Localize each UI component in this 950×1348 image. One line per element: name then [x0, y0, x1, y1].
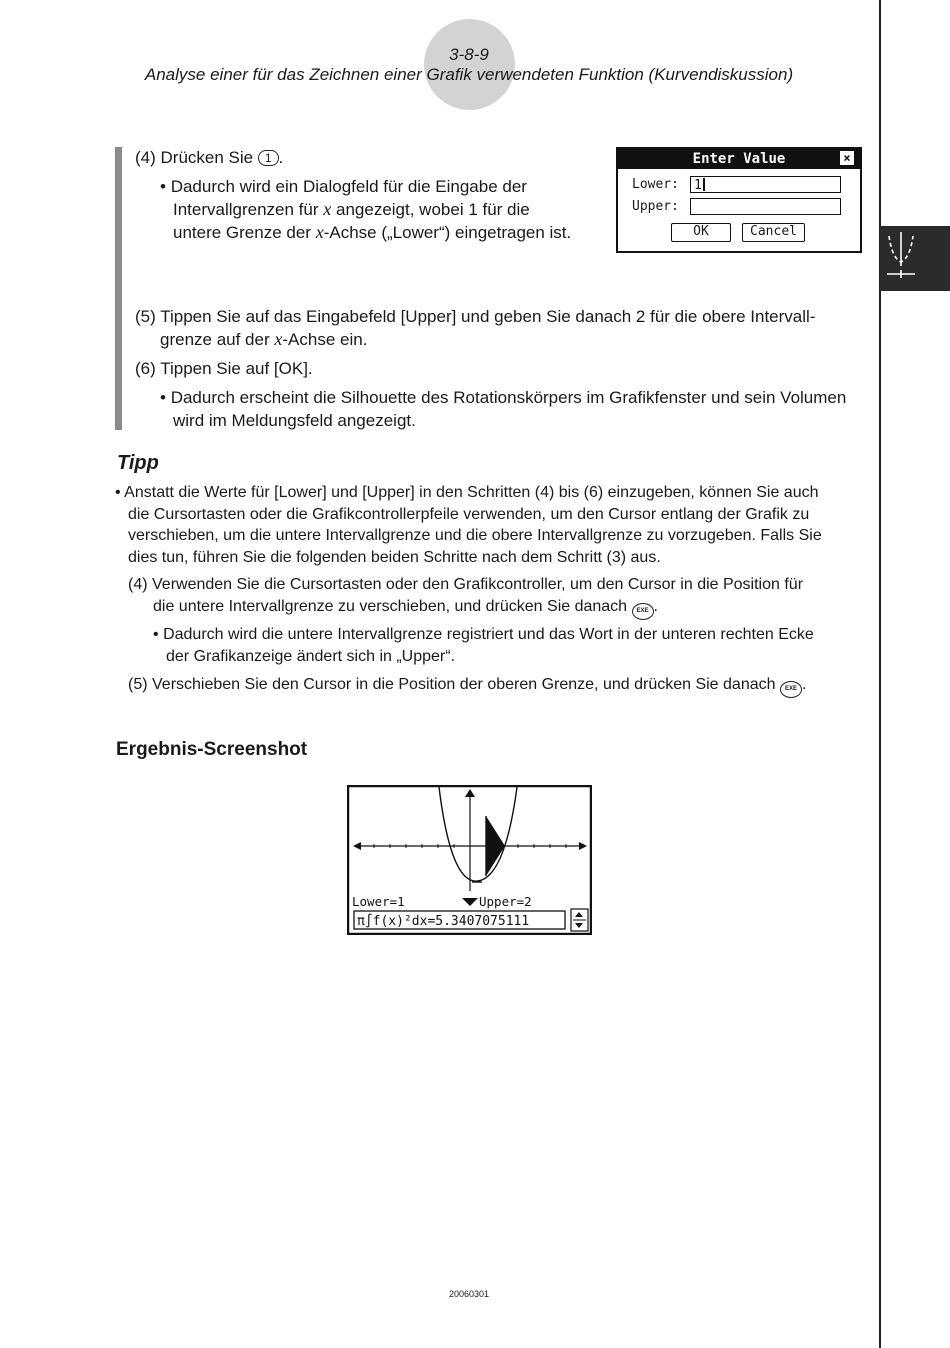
lower-value: 1 [694, 178, 702, 193]
bullet: • [160, 177, 166, 196]
footer-code: 20060301 [448, 1289, 490, 1299]
close-icon[interactable]: × [840, 151, 854, 165]
tip-heading: Tipp [117, 452, 159, 474]
upper-input[interactable] [690, 198, 841, 215]
page-title: Analyse einer für das Zeichnen einer Grafik verwendeten Funktion (Kurvendiskussion) [144, 65, 794, 84]
exe-key-icon: EXE [780, 681, 802, 698]
step-4-bullet-line2 [173, 198, 530, 221]
result-heading: Ergebnis-Screenshot [116, 739, 308, 760]
text-fragment: . [801, 676, 807, 693]
tip-bullet [115, 482, 819, 504]
calculator-graph [347, 785, 592, 935]
step-5 [135, 305, 815, 328]
step-4 [135, 146, 283, 169]
step-6-bullet [160, 386, 846, 409]
text-fragment: angezeigt, wobei 1 für die [336, 200, 530, 219]
key-1-icon: 1 [258, 150, 279, 166]
lower-label: Lower: [632, 177, 679, 192]
margin-rule [879, 0, 881, 1348]
dialog-title-bar [618, 149, 860, 169]
text-fragment: -Achse ein. [282, 330, 368, 349]
tip-step-4-bullet-line1: Dadurch wird die untere Intervallgrenze registriert und das Wort in der unteren rechten Ecke [163, 626, 814, 643]
page-number: 3-8-9 [449, 45, 489, 64]
text-fragment: Intervallgrenzen für [173, 200, 319, 219]
graph-function-icon [880, 226, 950, 291]
text-fragment: untere Grenze der [173, 223, 311, 242]
x-variable: x [315, 222, 324, 242]
bullet: • [153, 626, 159, 643]
step-6-bullet-line2: wird im Meldungsfeld angezeigt. [173, 411, 416, 430]
step-5-label: (5) [135, 307, 156, 326]
x-variable: x [323, 199, 332, 219]
bullet: • [115, 484, 121, 501]
tip-bullet-line2: die Cursortasten oder die Grafikcontrollerpfeile verwenden, um den Cursor entlang der Grafik zu [128, 506, 810, 523]
step-5-line1: Tippen Sie auf das Eingabefeld [Upper] und geben Sie danach 2 für die obere Intervall- [160, 307, 816, 326]
lower-input[interactable] [690, 176, 841, 193]
step-4-bullet [160, 175, 527, 198]
upper-text: Upper=2 [479, 894, 532, 909]
step-6-label: (6) [135, 359, 156, 378]
tip-step-4-line2 [153, 596, 658, 620]
x-variable: x [274, 329, 283, 349]
dialog-title: Enter Value [692, 151, 786, 167]
step-4-text: Drücken Sie [160, 148, 254, 167]
tip-step-5-text: Verschieben Sie den Cursor in die Position der oberen Grenze, und drücken Sie danach [152, 676, 776, 693]
result-screenshot [347, 785, 592, 935]
tip-bullet-line4: dies tun, führen Sie die folgenden beiden Schritte nach dem Schritt (3) aus. [128, 549, 661, 566]
chapter-tab [880, 226, 950, 291]
volume-result: π∫f(x)²dx=5.3407075111 [357, 914, 530, 929]
tip-step-4 [128, 574, 803, 596]
tip-step-5 [128, 674, 806, 698]
step-6 [135, 357, 313, 380]
upper-label: Upper: [632, 199, 679, 214]
tip-bullet-line3: verschieben, um die untere Intervallgrenze und die obere Intervallgrenze zu vorzugeben. Falls Sie [128, 527, 822, 544]
text-fragment: . [653, 598, 658, 615]
tip-step-4-line1: Verwenden Sie die Cursortasten oder den Grafikcontroller, um den Cursor in die Position für [152, 576, 804, 593]
lower-text: Lower=1 [352, 894, 405, 909]
tip-step-5-label: (5) [128, 676, 148, 693]
step-6-bullet-line1: Dadurch erscheint die Silhouette des Rotationskörpers im Grafikfenster und sein Volumen [170, 388, 847, 407]
step-6-text: Tippen Sie auf [OK]. [160, 359, 313, 378]
tip-step-4-label: (4) [128, 576, 148, 593]
text-fragment: grenze auf der [160, 330, 270, 349]
tip-step-4-bullet-line2: der Grafikanzeige ändert sich in „Upper“. [166, 648, 456, 665]
tip-bullet-line1: Anstatt die Werte für [Lower] und [Upper] in den Schritten (4) bis (6) einzugeben, können Sie auch [124, 484, 819, 501]
exe-key-icon: EXE [632, 603, 654, 620]
text-fragment: die untere Intervallgrenze zu verschieben, und drücken Sie danach [153, 598, 628, 615]
text-cursor [703, 178, 705, 191]
step-4-label: (4) [135, 148, 156, 167]
ok-button[interactable]: OK [671, 223, 731, 242]
step-4-bullet-line3 [173, 221, 571, 244]
tip-step-4-bullet [153, 624, 814, 646]
step-4-period: . [278, 148, 284, 167]
enter-value-dialog [616, 147, 862, 253]
text-fragment: -Achse („Lower“) eingetragen ist. [323, 223, 572, 242]
bullet: • [160, 388, 166, 407]
cancel-button[interactable]: Cancel [742, 223, 805, 242]
step-5-line2 [160, 328, 367, 351]
step-4-bullet-line1: Dadurch wird ein Dialogfeld für die Eingabe der [170, 177, 527, 196]
step-block-bar [115, 147, 122, 430]
